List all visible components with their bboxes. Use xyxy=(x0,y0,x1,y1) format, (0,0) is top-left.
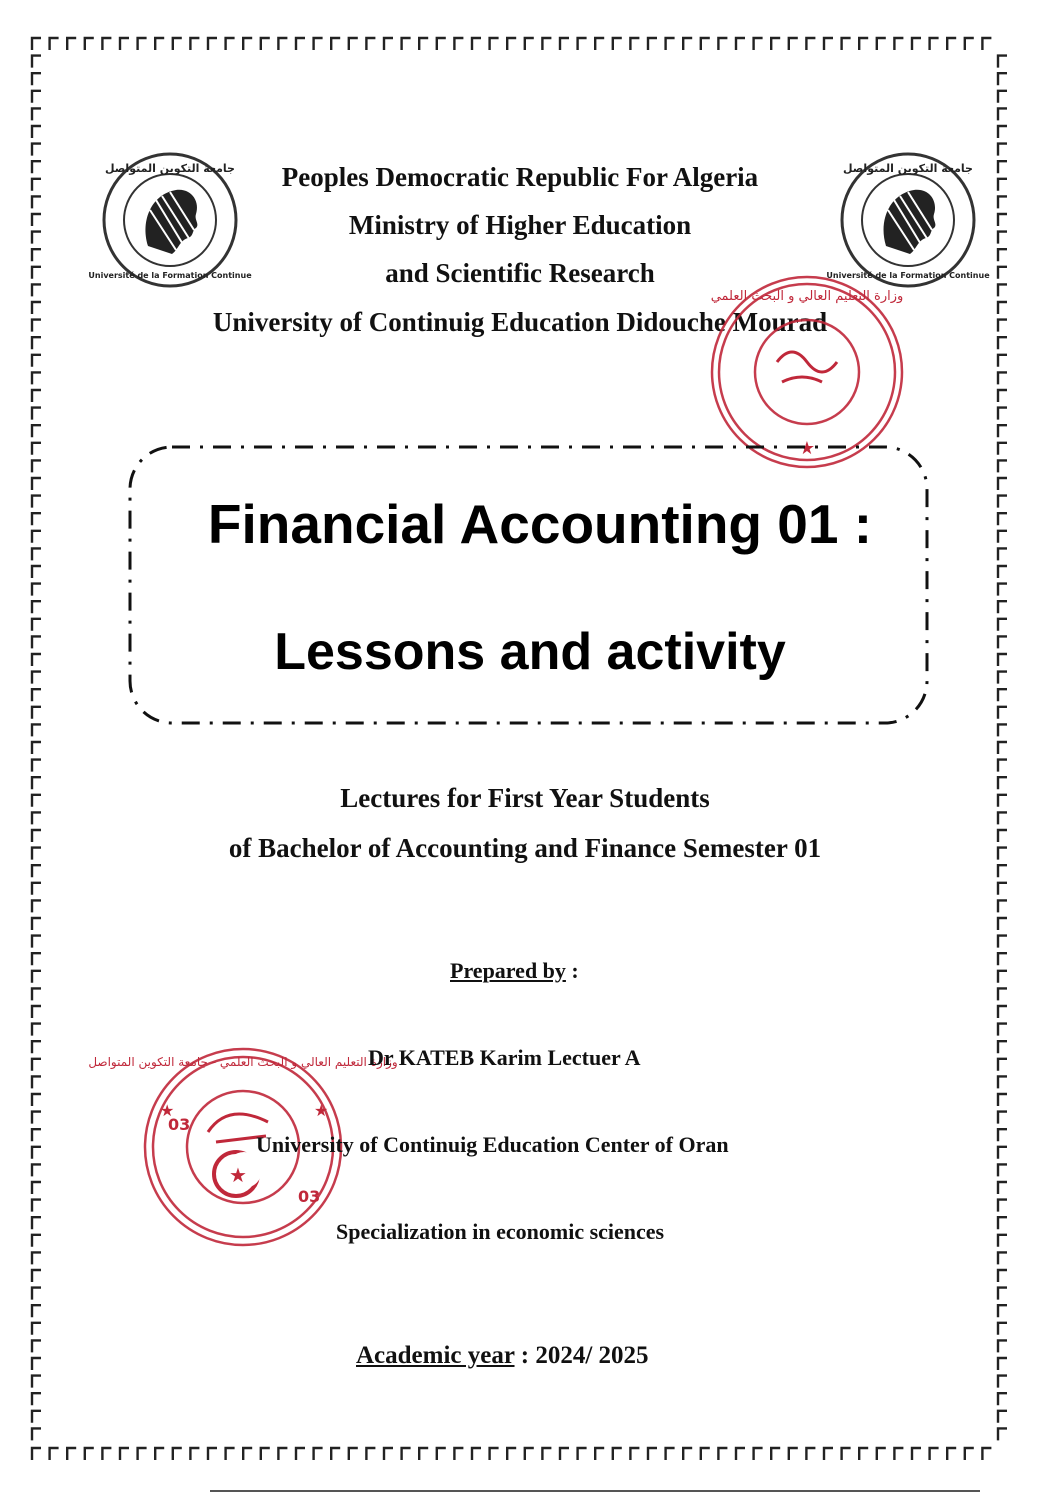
header-ministry-cont: and Scientific Research xyxy=(385,258,655,288)
academic-year-label: Academic year xyxy=(356,1342,515,1369)
center-name: University of Continuig Education Center of Oran xyxy=(256,1132,729,1157)
prepared-by-label: Prepared by xyxy=(450,958,566,983)
svg-text:★: ★ xyxy=(314,1101,329,1120)
header-ministry: Ministry of Higher Education xyxy=(348,210,692,240)
svg-text:جامعة التكوين المتواصل: جامعة التكوين المتواصل xyxy=(104,162,236,175)
stamp-number-left: 03 xyxy=(168,1115,191,1134)
svg-text:Université de la Formation Con: Université de la Formation Continue xyxy=(88,271,252,280)
svg-text:★: ★ xyxy=(160,1101,175,1120)
prepared-by-line xyxy=(450,958,579,984)
stamp-bottom-text: وزارة التعليم العالي و البحث العلمي - جامعة التكوين المتواصل xyxy=(88,1055,398,1069)
academic-year-value: 2024/ 2025 xyxy=(535,1342,649,1369)
header-country: Peoples Democratic Republic For Algeria xyxy=(281,162,759,192)
header-university: University of Continuig Education Didouche Mourad xyxy=(212,307,828,337)
svg-text:جامعة التكوين المتواصل: جامعة التكوين المتواصل xyxy=(842,162,974,175)
subtitle-line2: of Bachelor of Accounting and Finance Semester 01 xyxy=(228,833,822,863)
scan-edge-line xyxy=(210,1490,980,1492)
svg-text:★: ★ xyxy=(229,1163,247,1187)
academic-year-line xyxy=(356,1343,649,1369)
academic-year-colon: : xyxy=(514,1342,536,1369)
title-main: Financial Accounting 01 : xyxy=(207,493,873,555)
stamp-number-right: 03 xyxy=(298,1187,321,1206)
svg-text:Université de la Formation Con: Université de la Formation Continue xyxy=(826,271,990,280)
specialization: Specialization in economic sciences xyxy=(336,1219,665,1244)
stamp-top-text: وزارة التعليم العالي و البحث العلمي xyxy=(710,289,904,304)
title-secondary: Lessons and activity xyxy=(274,623,786,681)
prepared-by-colon: : xyxy=(565,958,579,983)
author-name: Dr KATEB Karim Lectuer A xyxy=(368,1045,641,1070)
svg-text:★: ★ xyxy=(798,438,816,459)
subtitle-line1: Lectures for First Year Students xyxy=(340,783,710,813)
